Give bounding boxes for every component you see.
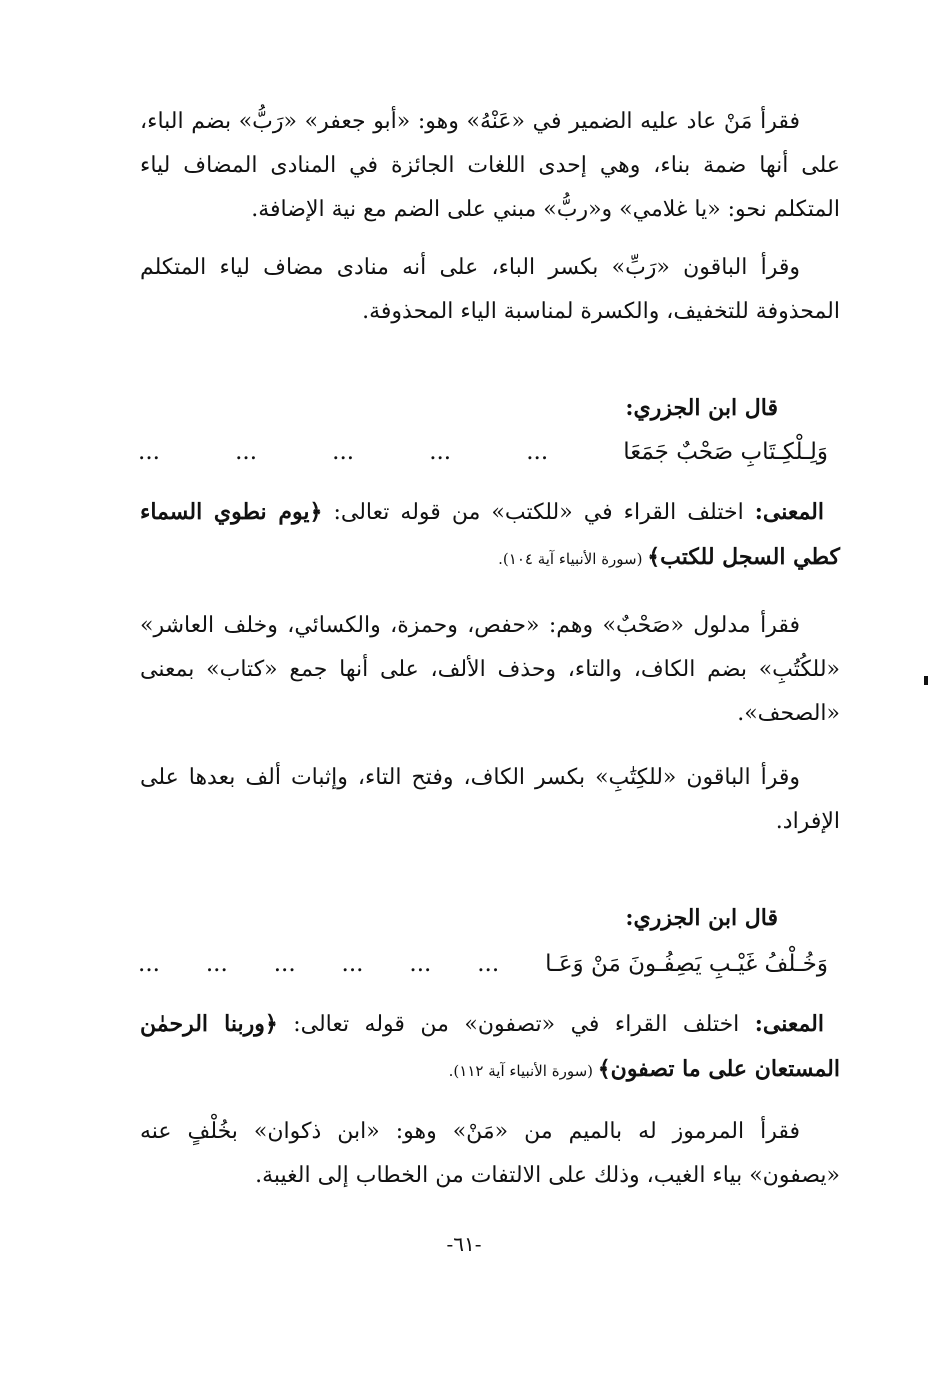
section-2-verse xyxy=(138,944,828,984)
paragraph-3-text: فقرأ مدلول «صَحْبٌ» وهم: «حفص، وحمزة، والكسائي، وخلف العاشر» «للكُتُبِ» بضم الكاف، والتاء، وحذف الألف، على أنها جمع «كتاب» بمعنى «الصحف». xyxy=(140,613,840,726)
verse-2-dots-2: ... xyxy=(409,951,432,977)
page-number: -٦١- xyxy=(446,1232,482,1256)
paragraph-2-text: وقرأ الباقون «رَبِّ» بكسر الباء، على أنه منادى مضاف لياء المتكلم المحذوفة للتخفيف، والكسرة لمناسبة الياء المحذوفة. xyxy=(140,255,840,324)
verse-1-dots-2: ... xyxy=(429,439,452,465)
section-2-heading: قال ابن الجزري: xyxy=(625,905,778,931)
paragraph-2 xyxy=(140,246,840,334)
verse-2-dots-1: ... xyxy=(477,951,500,977)
surah-reference-1: (سورة الأنبياء آية ١٠٤). xyxy=(498,550,648,568)
paragraph-4-text: وقرأ الباقون «للكِتَٰبِ» بكسر الكاف، وفتح التاء، وإثبات ألف بعدها على الإفراد. xyxy=(140,765,840,834)
verse-1-dots-4: ... xyxy=(235,439,258,465)
verse-1-dots-1: ... xyxy=(526,439,549,465)
quran-verse-2: ﴿وربنا الرحمٰن المستعان على ما تصفون﴾ xyxy=(140,1011,840,1082)
meaning-1-text: اختلف القراء في «للكتب» من قوله تعالى: xyxy=(322,500,755,525)
paragraph-5-text: فقرأ المرموز له بالميم من «مَنْ» وهو: «ابن ذكوان» بخُلْفٍ عنه «يصفون» بياء الغيب، وذلك على الالتفات من الخطاب إلى الغيبة. xyxy=(140,1119,840,1188)
paragraph-5 xyxy=(140,1110,840,1198)
meaning-2-text: اختلف القراء في «تصفون» من قوله تعالى: xyxy=(277,1012,755,1037)
paragraph-1-text: فقرأ مَنْ عاد عليه الضمير في «عَنْهُ» وهو: «أبو جعفر» «رَبُّ» بضم الباء، على أنها ضمة بناء، وهي إحدى اللغات الجائزة في المنادى المضاف لياء المتكلم نحو: «يا غلامي» و«ربُّ» مبني على الضم مع نية الإضافة. xyxy=(140,109,840,222)
meaning-2-label: المعنى: xyxy=(754,1011,824,1037)
meaning-1-label: المعنى: xyxy=(754,499,824,525)
section-1-meaning xyxy=(140,490,840,581)
scan-edge-mark xyxy=(924,676,928,685)
paragraph-4 xyxy=(140,756,840,844)
verse-2-dots-4: ... xyxy=(273,951,296,977)
paragraph-3 xyxy=(140,604,840,736)
verse-2-dots-5: ... xyxy=(205,951,228,977)
paragraph-1 xyxy=(140,100,840,232)
section-1-heading: قال ابن الجزري: xyxy=(625,395,778,421)
verse-2-dots-3: ... xyxy=(341,951,364,977)
section-2-meaning xyxy=(140,1002,840,1093)
section-1-verse xyxy=(138,432,828,472)
verse-1-dots-5: ... xyxy=(138,439,160,465)
verse-2-text: وَخُـلْفُ غَيْـبِ يَصِفُـونَ مَنْ وَعَـا xyxy=(545,951,828,977)
verse-2-dots-6: ... xyxy=(138,951,160,977)
verse-1-dots-3: ... xyxy=(332,439,355,465)
surah-reference-2: (سورة الأنبياء آية ١١٢). xyxy=(448,1062,598,1080)
verse-1-text: وَلِـلْكِـتَابِ صَحْبٌ جَمَعَا xyxy=(623,439,828,465)
quran-verse-1: ﴿يوم نطوي السماء كطي السجل للكتب﴾ xyxy=(140,499,840,570)
